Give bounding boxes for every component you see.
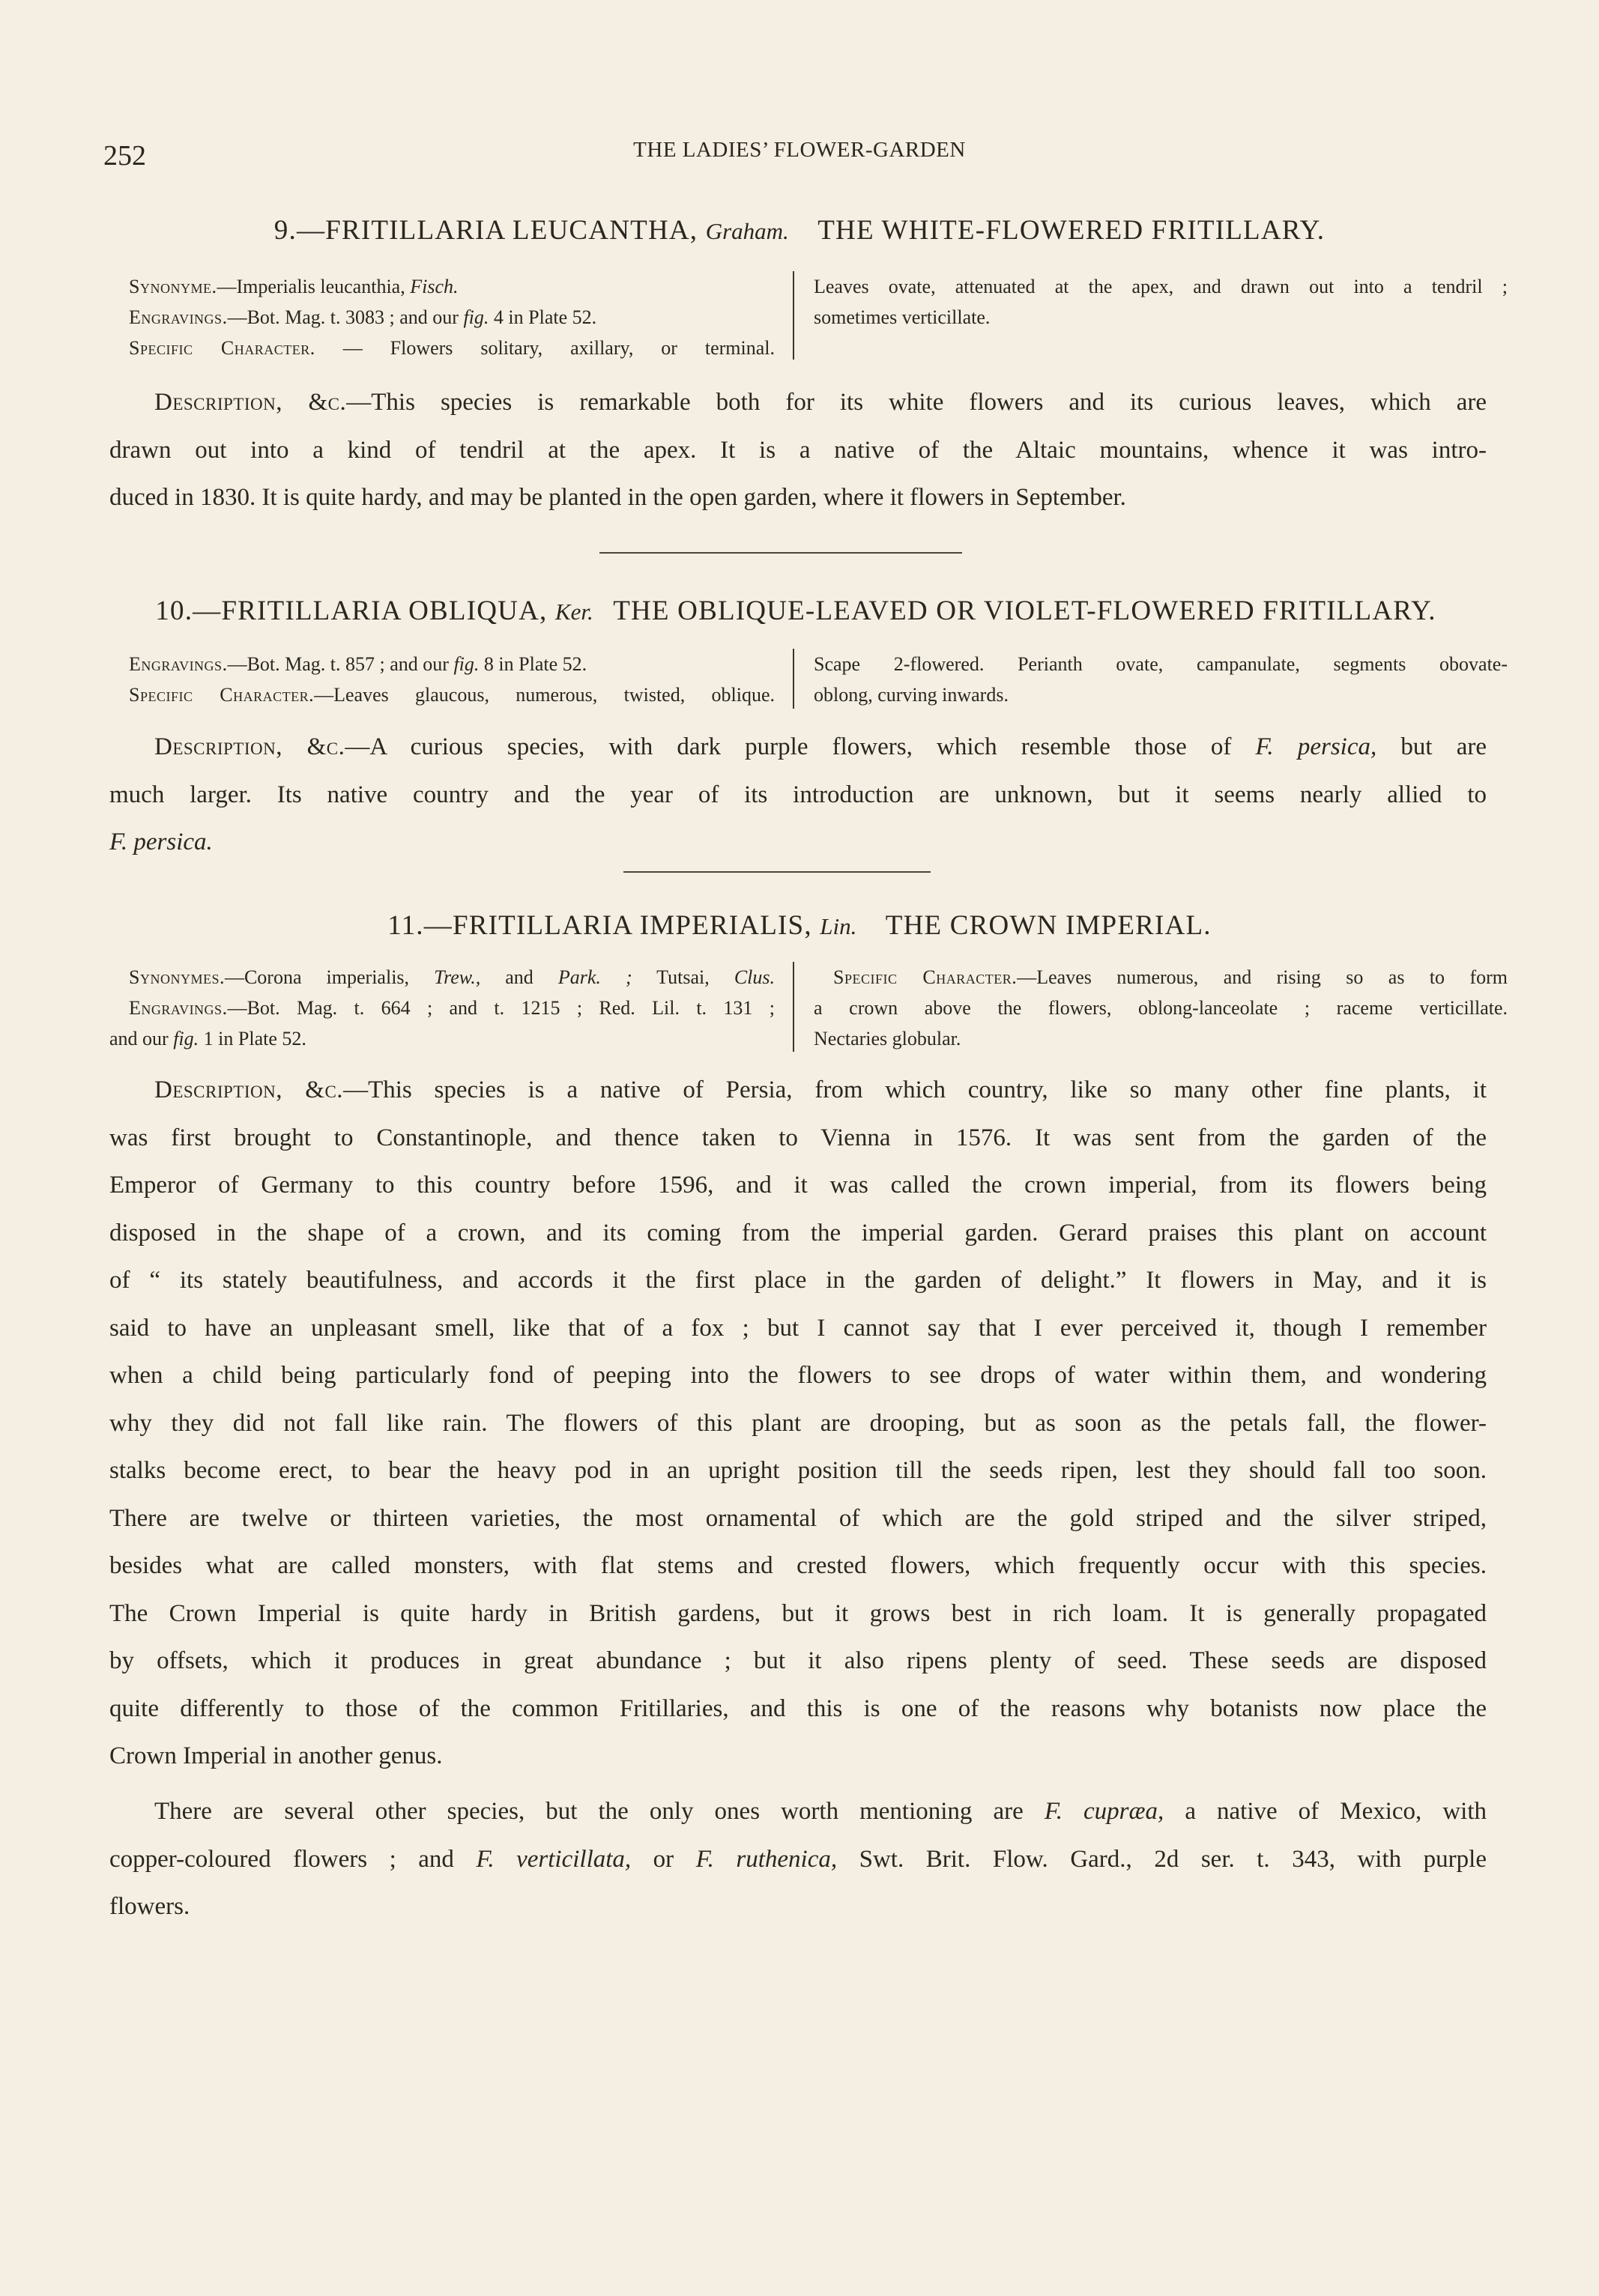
specific-character-line: Specific Character.—Leaves glaucous, numerous, twisted, oblique. [129,684,775,706]
page-number: 252 [103,140,146,172]
meta-right-10: Scape 2-flowered. Perianth ovate, campanulate, segments obovate- oblong, curving inwards. [793,649,1508,709]
meta-left-11 [109,962,775,1054]
engravings-line: Engravings.—Bot. Mag. t. 3083 ; and our fig. 4 in Plate 52. [129,306,597,328]
species-name: FRITILLARIA IMPERIALIS, [452,910,812,941]
engravings-line: Engravings.—Bot. Mag. t. 664 ; and t. 1215 ; Red. Lil. t. 131 ; [129,997,775,1019]
engravings-line: Engravings.—Bot. Mag. t. 857 ; and our fig. 8 in Plate 52. [129,653,587,675]
synonyme-line: Synonyme.—Imperialis leucanthia, Fisch. [129,276,459,297]
species-number: 11.— [387,910,453,941]
meta-left-9 [129,271,775,363]
section-divider [623,871,931,873]
species-number: 10.— [155,596,222,626]
species-name: FRITILLARIA OBLIQUA, [221,596,548,626]
species-author: Lin. [820,913,857,939]
species-heading-9 [0,214,1599,246]
species-heading-10 [105,595,1487,627]
specific-character-line: Specific Character. — Flowers solitary, axillary, or terminal. [129,337,775,359]
description-10: Description, &c.—A curious species, with dark purple flowers, which resemble those of F. persica, but are much larger. Its native country and the year of its introduction are unknown, but it seems nearly allied to F. persica. [109,733,1487,855]
description-11: Description, &c.—This species is a native of Persia, from which country, like so many other fine plants, it was first brought to Constantinople, and thence taken to Vienna in 1576. It was sent from the garden of the Emperor of Germany to this country before 1596, and it was called the crown imperial, from its flowers being disposed in the shape of a crown, and its coming from the imperial garden. Gerard praises this plant on account of “ its stately beautifulness, and accords it the first place in the garden of delight.” It flowers in May, and it is said to have an unpleasant smell, like that of a fox ; but I cannot say that I ever perceived it, though I remember when a child being particularly fond of peeping into the flowers to see drops of water within them, and wondering why they did not fall like rain. The flowers of this plant are drooping, but as soon as the petals fall, the flower- stalks become erect, to bear the heavy pod in an upright position till the seeds ripen, lest they should fall too soon. There are twelve or thirteen varieties, the most ornamental of which are the gold striped and the silver striped, besides what are called monsters, with flat stems and crested flowers, which frequently occur with this species. The Crown Imperial is quite hardy in British gardens, but it grows best in rich loam. It is generally propagated by offsets, which it produces in great abundance ; but it also ripens plenty of seed. These seeds are disposed quite differently to those of the common Fritillaries, and this is one of the reasons why botanists now place the Crown Imperial in another genus. [109,1076,1487,1769]
common-name: THE CROWN IMPERIAL. [885,910,1212,941]
meta-right-11: Specific Character.—Leaves numerous, and rising so as to form a crown above the flowers, oblong-lanceolate ; raceme verticillate. Nectaries globular. [793,962,1508,1052]
species-heading-11 [0,909,1599,942]
closing-paragraph: There are several other species, but the only ones worth mentioning are F. cupræa, a native of Mexico, with copper-coloured flowers ; and F. verticillata, or F. ruthenica, Swt. Brit. Flow. Gard., 2d ser. t. 343, with purple flowers. [109,1798,1487,1920]
common-name: THE OBLIQUE-LEAVED OR VIOLET-FLOWERED FRITILLARY. [613,596,1436,626]
description-9: Description, &c.—This species is remarkable both for its white flowers and its curious leaves, which are drawn out into a kind of tendril at the apex. It is a native of the Altaic mountains, whence it was intro- duced in 1830. It is quite hardy, and may be planted in the open garden, where it flowers in September. [109,389,1487,511]
species-author: Graham. [705,218,789,244]
species-name: FRITILLARIA LEUCANTHA, [325,215,698,246]
running-head: THE LADIES’ FLOWER-GARDEN [633,138,966,162]
engravings-line-cont: and our fig. 1 in Plate 52. [109,1028,306,1049]
meta-right-9: Leaves ovate, attenuated at the apex, and drawn out into a tendril ; sometimes verticillate. [793,271,1508,360]
section-divider [599,552,962,554]
meta-left-10 [129,649,775,710]
synonymes-line: Synonymes.—Corona imperialis, Trew., and Park. ; Tutsai, Clus. [129,966,775,988]
species-number: 9.— [273,215,326,246]
common-name: THE WHITE-FLOWERED FRITILLARY. [817,215,1326,246]
species-author: Ker. [554,599,593,625]
